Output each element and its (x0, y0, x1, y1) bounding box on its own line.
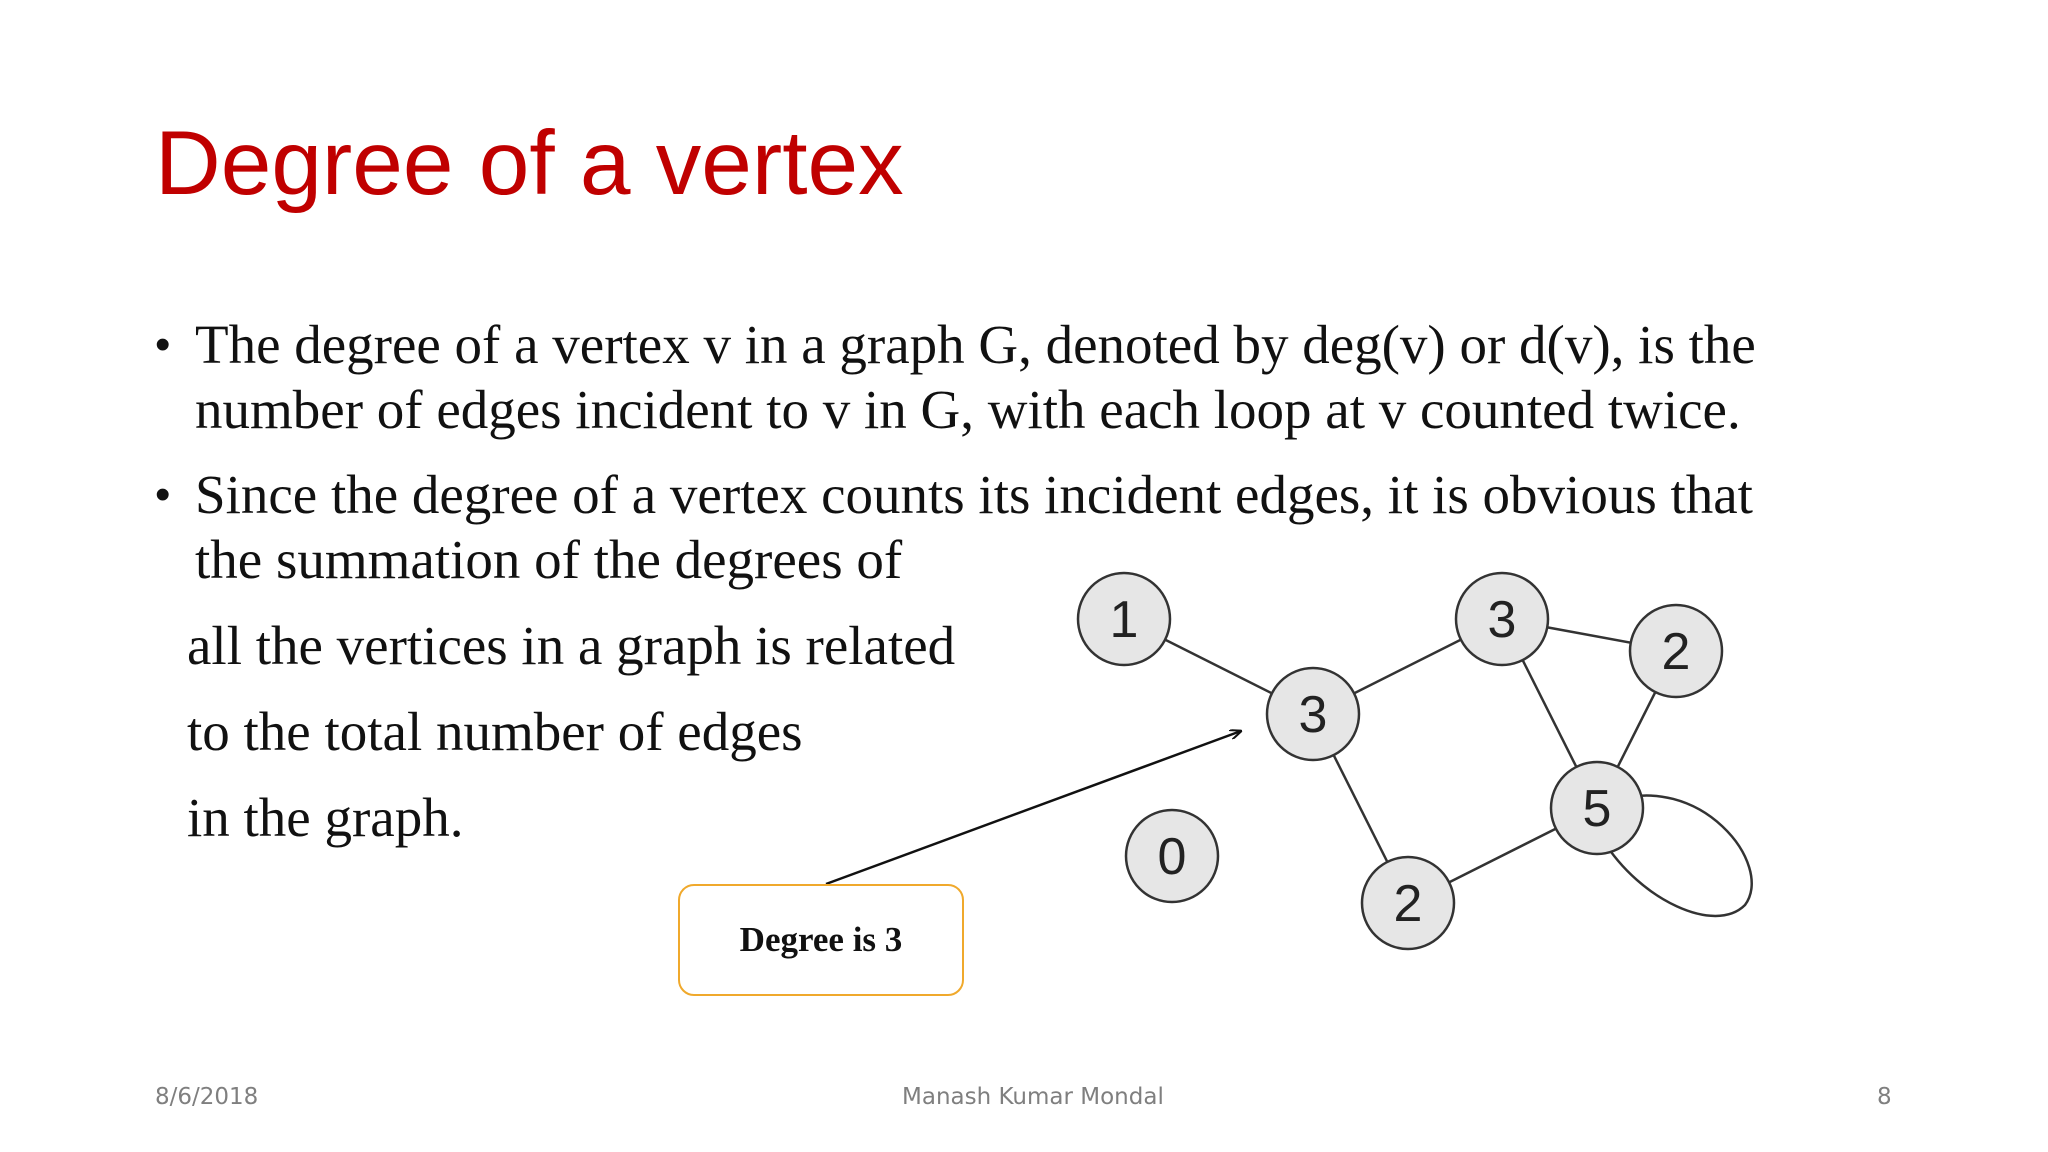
graph-vertex (1551, 762, 1643, 854)
vertex-label: 3 (1298, 686, 1328, 744)
graph-vertex (1456, 573, 1548, 665)
footer-author: Manash Kumar Mondal (902, 1084, 1164, 1110)
vertex-label: 2 (1661, 623, 1691, 681)
graph-vertex (1630, 605, 1722, 697)
graph-vertex (1126, 810, 1218, 902)
bullet-icon: • (155, 470, 171, 519)
vertex-label: 3 (1487, 591, 1517, 649)
vertex-label: 1 (1109, 591, 1139, 649)
footer-date: 8/6/2018 (155, 1084, 259, 1110)
graph-vertex (1362, 857, 1454, 949)
vertex-label: 0 (1157, 828, 1187, 886)
graph-vertex (1078, 573, 1170, 665)
vertex-label: 5 (1582, 780, 1612, 838)
continuation-line: to the total number of edges (187, 701, 803, 762)
vertex-label: 2 (1393, 875, 1423, 933)
bullet-text: The degree of a vertex v in a graph G, denoted by deg(v) or d(v), is the number of edges incident to v in G, with each loop at v counted twice. (195, 314, 1756, 440)
slide-title: Degree of a vertex (155, 113, 904, 214)
bullet-text: Since the degree of a vertex counts its incident edges, it is obvious that the summation of the degrees of (195, 464, 1753, 590)
continuation-line: all the vertices in a graph is related (187, 615, 956, 676)
bullet-icon: • (155, 320, 171, 369)
continuation-line: in the graph. (187, 787, 464, 848)
graph-vertex (1267, 668, 1359, 760)
footer-page-number: 8 (1877, 1084, 1892, 1110)
degree-callout: Degree is 3 (678, 884, 964, 996)
